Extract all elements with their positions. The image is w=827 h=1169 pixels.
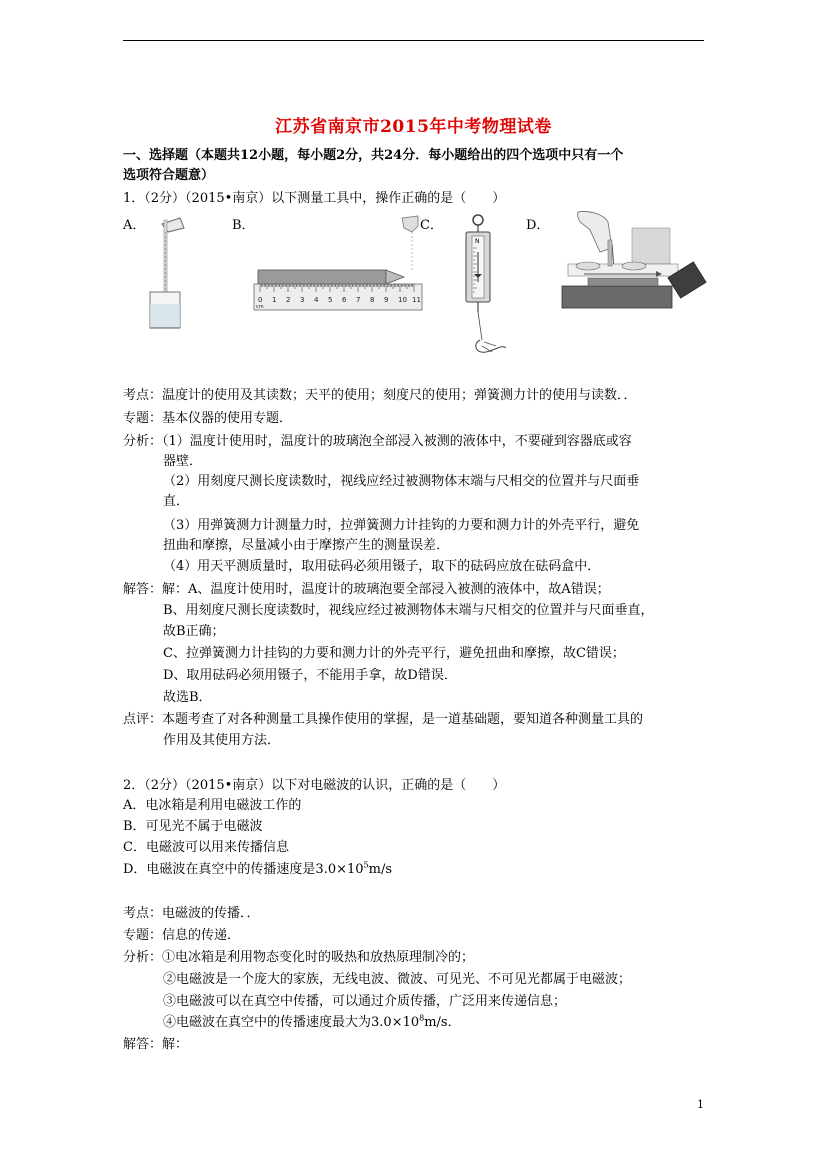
q1-fenxi-line3: （2）用刻度尺测长度读数时，视线应经过被测物体末端与尺相交的位置并与尺面垂 (163, 474, 640, 489)
q2-option-d-text: D．电磁波在真空中的传播速度是3.0×10 (123, 862, 364, 877)
exam-title: 江苏省南京市2015年中考物理试卷 (275, 117, 552, 137)
ruler-tick-label: 3 (300, 296, 305, 304)
q2-fenxi-line2: ②电磁波是一个庞大的家族，无线电波、微波、可见光、不可见光都属于电磁波； (163, 972, 632, 987)
q1-kaodian: 考点：温度计的使用及其读数；天平的使用；刻度尺的使用；弹簧测力计的使用与读数．． (123, 388, 637, 403)
spring-scale-figure (452, 212, 522, 362)
q2-fenxi-line4 (163, 1013, 461, 1032)
ruler-tick-label: 11 (412, 296, 421, 304)
ruler-tick-label: 1 (272, 296, 277, 304)
question-2-stem: 2．（2分）（2015•南京）以下对电磁波的认识，正确的是（ ） (123, 778, 506, 793)
spring-unit-letter: N (475, 238, 480, 245)
q1-fenxi-line7: （4）用天平测质量时，取用砝码必须用镊子，取下的砝码应放在砝码盒中． (163, 559, 601, 574)
q2-fenxi-line4-exponent: 8 (419, 1013, 425, 1023)
q2-option-d-exponent: 5 (363, 860, 369, 870)
ruler-tick-label: 6 (342, 296, 347, 304)
q2-option-d-unit: m/s (368, 862, 393, 877)
ruler-pencil-figure (252, 212, 424, 312)
q2-option-a: A．电冰箱是利用电磁波工作的 (123, 798, 302, 813)
ruler-tick-label: 0 (258, 296, 263, 304)
q2-fenxi-line1: 分析：①电冰箱是利用物态变化时的吸热和放热原理制冷的； (123, 950, 475, 965)
q1-dianping-line1: 点评：本题考查了对各种测量工具操作使用的掌握，是一道基础题，要知道各种测量工具的 (123, 712, 644, 727)
page-number: 1 (697, 1098, 704, 1111)
q1-fenxi-line5: （3）用弹簧测力计测量力时，拉弹簧测力计挂钩的力要和测力计的外壳平行，避免 (163, 518, 640, 533)
q1-jieda-line6: 故选B． (163, 690, 212, 705)
q2-fenxi-line4-unit: m/s． (424, 1015, 461, 1030)
q2-kaodian: 考点：电磁波的传播．． (123, 906, 260, 921)
option-a-label: A． (123, 218, 146, 233)
q1-fenxi-line6: 扭曲和摩擦，尽量减小由于摩擦产生的测量误差． (163, 538, 450, 553)
q2-option-b: B．可见光不属于电磁波 (123, 819, 263, 834)
option-d-label: D． (526, 218, 550, 233)
q1-jieda-line2: B、用刻度尺测长度读数时，视线应经过被测物体末端与尺相交的位置并与尺面垂直， (163, 603, 654, 618)
ruler-tick-label: 9 (384, 296, 389, 304)
q1-fenxi-line1: 分析：（1）温度计使用时，温度计的玻璃泡全部浸入被测的液体中，不要碰到容器底或容 (123, 434, 632, 449)
q2-jieda: 解答：解： (123, 1037, 189, 1052)
q1-dianping-line2: 作用及其使用方法． (163, 733, 281, 748)
q2-fenxi-line3: ③电磁波可以在真空中传播，可以通过介质传播，广泛用来传递信息； (163, 994, 567, 1009)
q1-fenxi-line4: 直． (163, 494, 190, 509)
q2-option-d (123, 860, 392, 879)
ruler-tick-label: 5 (328, 296, 333, 304)
q1-jieda-line1: 解答：解：A、温度计使用时，温度计的玻璃泡要全部浸入被测的液体中，故A错误； (123, 582, 610, 597)
q2-option-c: C．电磁波可以用来传播信息 (123, 840, 289, 855)
section-heading-line2: 选项符合题意） (123, 168, 215, 183)
section-heading-line1: 一、选择题（本题共12小题，每小题2分，共24分．每小题给出的四个选项中只有一个 (123, 148, 624, 163)
q2-fenxi-line4-text: ④电磁波在真空中的传播速度最大为3.0×10 (163, 1015, 420, 1030)
ruler-tick-label: 8 (370, 296, 375, 304)
thermometer-beaker-figure (140, 212, 200, 332)
option-c-label: C． (420, 218, 443, 233)
question-1-stem: 1．（2分）（2015•南京）以下测量工具中，操作正确的是（ ） (123, 191, 506, 206)
q2-zhuanti: 专题：信息的传递． (123, 928, 241, 943)
option-b-label: B． (232, 218, 255, 233)
ruler-tick-label: 7 (356, 296, 361, 304)
ruler-tick-label: 4 (314, 296, 319, 304)
header-rule (123, 40, 704, 41)
ruler-unit: cm (256, 304, 264, 310)
q1-jieda-line3: 故B正确； (163, 624, 225, 639)
q1-jieda-line4: C、拉弹簧测力计挂钩的力要和测力计的外壳平行，避免扭曲和摩擦，故C错误； (163, 646, 625, 661)
ruler-tick-label: 2 (286, 296, 291, 304)
ruler-tick-label: 10 (398, 296, 407, 304)
balance-tweezers-figure (548, 208, 708, 320)
q1-fenxi-line2: 器壁． (163, 454, 203, 469)
q1-jieda-line5: D、取用砝码必须用镊子，不能用手拿，故D错误． (163, 668, 457, 683)
q1-zhuanti: 专题：基本仪器的使用专题． (123, 411, 293, 426)
